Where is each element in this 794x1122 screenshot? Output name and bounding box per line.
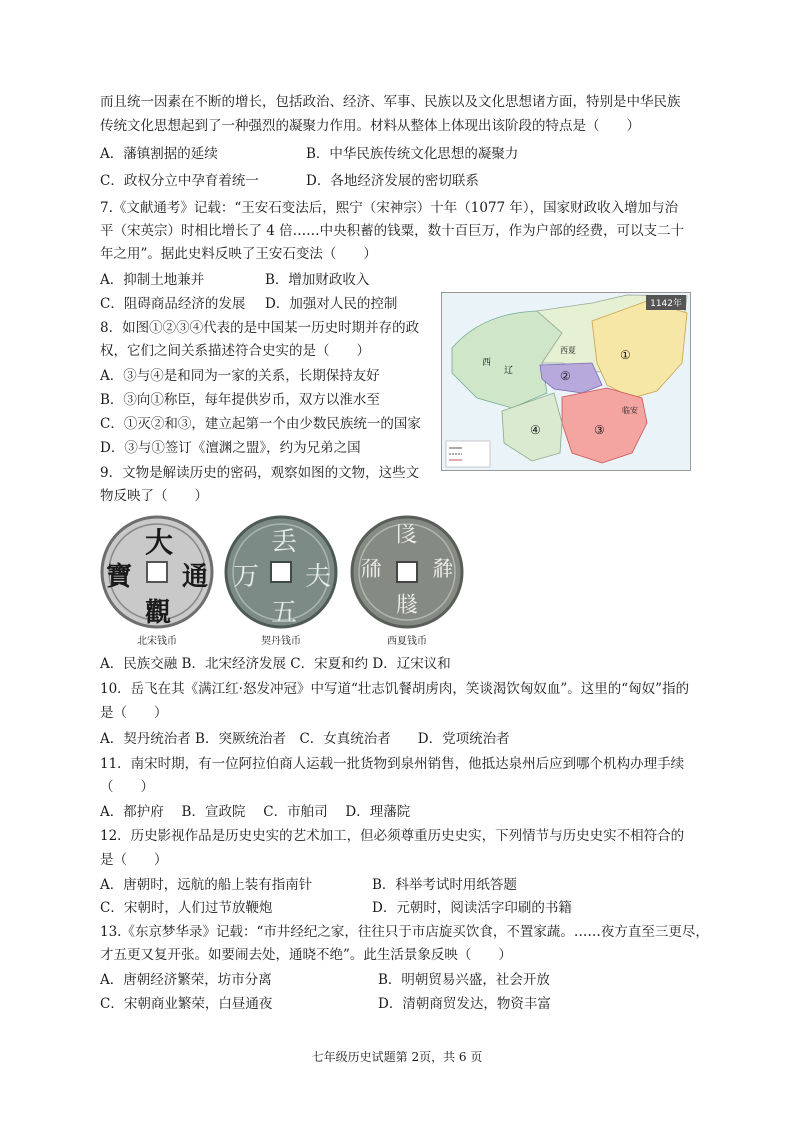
coin-1-char-top: 大 [145,526,174,559]
coin-3-char-right: 𗴂 [432,557,455,582]
coin-3-char-top: 𗁅 [396,523,419,548]
q7-stem-1: 7.《文献通考》记载：“王安石变法后，熙宁（宋神宗）十年（1077 年），国家财政收入增加与治 [100,200,679,216]
q13-option-a: A．唐朝经济繁荣，坊市分离 [100,972,272,988]
q11-options: A．都护府 B．宣政院 C．市舶司 D．理藩院 [100,804,411,820]
q8-option-a: A．③与④是和同为一家的关系，长期保持友好 [100,368,380,384]
map-label-3: ③ [594,423,605,437]
q12-option-d: D．元朝时，阅读活字印刷的书籍 [372,900,572,916]
map-label-xixia: 西夏 [560,346,576,355]
page-footer: 七年级历史试题第 2页，共 6 页 [311,1050,483,1064]
q8-option-c: C．①灭②和③，建立起第一个由少数民族统一的国家 [100,416,421,432]
coin-3-hole [397,562,417,582]
coin-1-hole [147,562,167,582]
q9-options: A．民族交融 B．北宋经济发展 C．宋夏和约 D．辽宋议和 [100,656,451,672]
q13-option-b: B．明朝贸易兴盛，社会开放 [378,972,550,988]
q10-stem-1: 10．岳飞在其《满江红·怒发冲冠》中写道“壮志饥餐胡虏肉，笑谈渴饮匈奴血”。这里的“匈奴”指的 [100,681,690,697]
q8-stem-1: 8．如图①②③④代表的是中国某一历史时期并存的政 [100,320,420,336]
coins-figure [100,515,470,650]
q6-option-a: A．藩镇割据的延续 [100,146,218,162]
q8-stem-2: 权，它们之间关系描述符合史实的是（ ） [100,343,370,359]
coin-1-char-right: 通 [182,562,209,592]
coin-2-char-bottom: 五 [271,598,298,628]
coin-2-char-right: 夫 [305,562,332,592]
q8-option-d: D．③与①签订《澶渊之盟》，约为兄弟之国 [100,440,361,456]
coin-3-char-bottom: 𗹦 [396,593,419,618]
q13-stem-1: 13.《东京梦华录》记载：“市井经纪之家，往往只于市店旋买饮食，不置家蔬。……夜方直至三更尽， [100,924,709,940]
map-label-1: ① [620,348,631,362]
q9-stem-1: 9．文物是解读历史的密码，观察如图的文物，这些文 [100,465,420,481]
q6-option-b: B．中华民族传统文化思想的凝聚力 [306,146,519,162]
q13-stem-2: 才五更又复开张。如要闹去处，通晓不绝”。此生活景象反映（ ） [100,947,512,963]
q8-option-b: B．③向①称臣，每年提供岁币，双方以淮水至 [100,392,380,408]
stem-line-2: 传统文化思想起到了一种强烈的凝聚力作用。材料从整体上体现出该阶段的特点是（ ） [100,118,640,134]
coin-1-label: 北宋钱币 [137,636,177,647]
coin-3-char-left: 𗗙 [360,557,383,582]
song-jin-map [441,292,691,471]
q13-option-d: D．清朝商贸发达，物资丰富 [378,996,551,1012]
map-label-liao: 辽 [504,366,514,376]
q6-option-c: C．政权分立中孕育着统一 [100,173,259,189]
coin-1-char-bottom: 觀 [145,598,172,628]
coin-1-char-left: 寶 [106,562,133,592]
map-label-2: ② [560,369,571,383]
q7-option-b: B．增加财政收入 [265,272,370,288]
map-year-badge: 1142年 [646,295,686,310]
q7-stem-2: 平（宋英宗）时相比增长了 4 倍……中央积蓄的钱粟，数十百巨万，作为户部的经费，可以支二十 [100,223,685,239]
q6-option-d: D．各地经济发展的密切联系 [306,173,479,189]
q10-stem-2: 是（ ） [100,705,168,721]
q12-option-c: C．宋朝时，人们过节放鞭炮 [100,900,273,916]
q7-option-a: A．抑制土地兼并 [100,272,205,288]
q12-stem-1: 12．历史影视作品是历史史实的艺术加工，但必须尊重历史史实，下列情节与历史史实不相符合的 [100,828,685,844]
stem-line-1: 而且统一因素在不断的增长，包括政治、经济、军事、民族以及文化思想诸方面，特别是中华民族 [100,94,681,110]
map-label-linan: 临安 [622,406,638,415]
q10-options: A．契丹统治者 B．突厥统治者 C．女真统治者 D．党项统治者 [100,731,510,747]
map-label-xi: 西 [482,358,492,368]
coin-2-char-top: 丢 [271,527,298,557]
map-label-4: ④ [530,423,541,437]
coin-2-char-left: 万 [233,562,260,592]
q12-stem-2: 是（ ） [100,852,168,868]
q7-stem-3: 年之用”。据此史料反映了王安石变法（ ） [100,246,377,262]
q7-option-c: C．阻碍商品经济的发展 [100,296,246,312]
q9-stem-2: 物反映了（ ） [100,488,208,504]
q12-option-b: B．科举考试时用纸答题 [372,877,517,893]
coin-2-label: 契丹钱币 [261,636,301,647]
coin-2-hole [271,562,291,582]
q7-option-d: D．加强对人民的控制 [265,296,398,312]
q12-option-a: A．唐朝时，远航的船上装有指南针 [100,877,313,893]
coin-3-label: 西夏钱币 [387,636,427,647]
q11-stem-1: 11．南宋时期，有一位阿拉伯商人运载一批货物到泉州销售，他抵达泉州后应到哪个机构办理手续 [100,756,685,772]
q13-option-c: C．宋朝商业繁荣，白昼通夜 [100,996,273,1012]
q11-stem-2: （ ） [100,779,154,795]
